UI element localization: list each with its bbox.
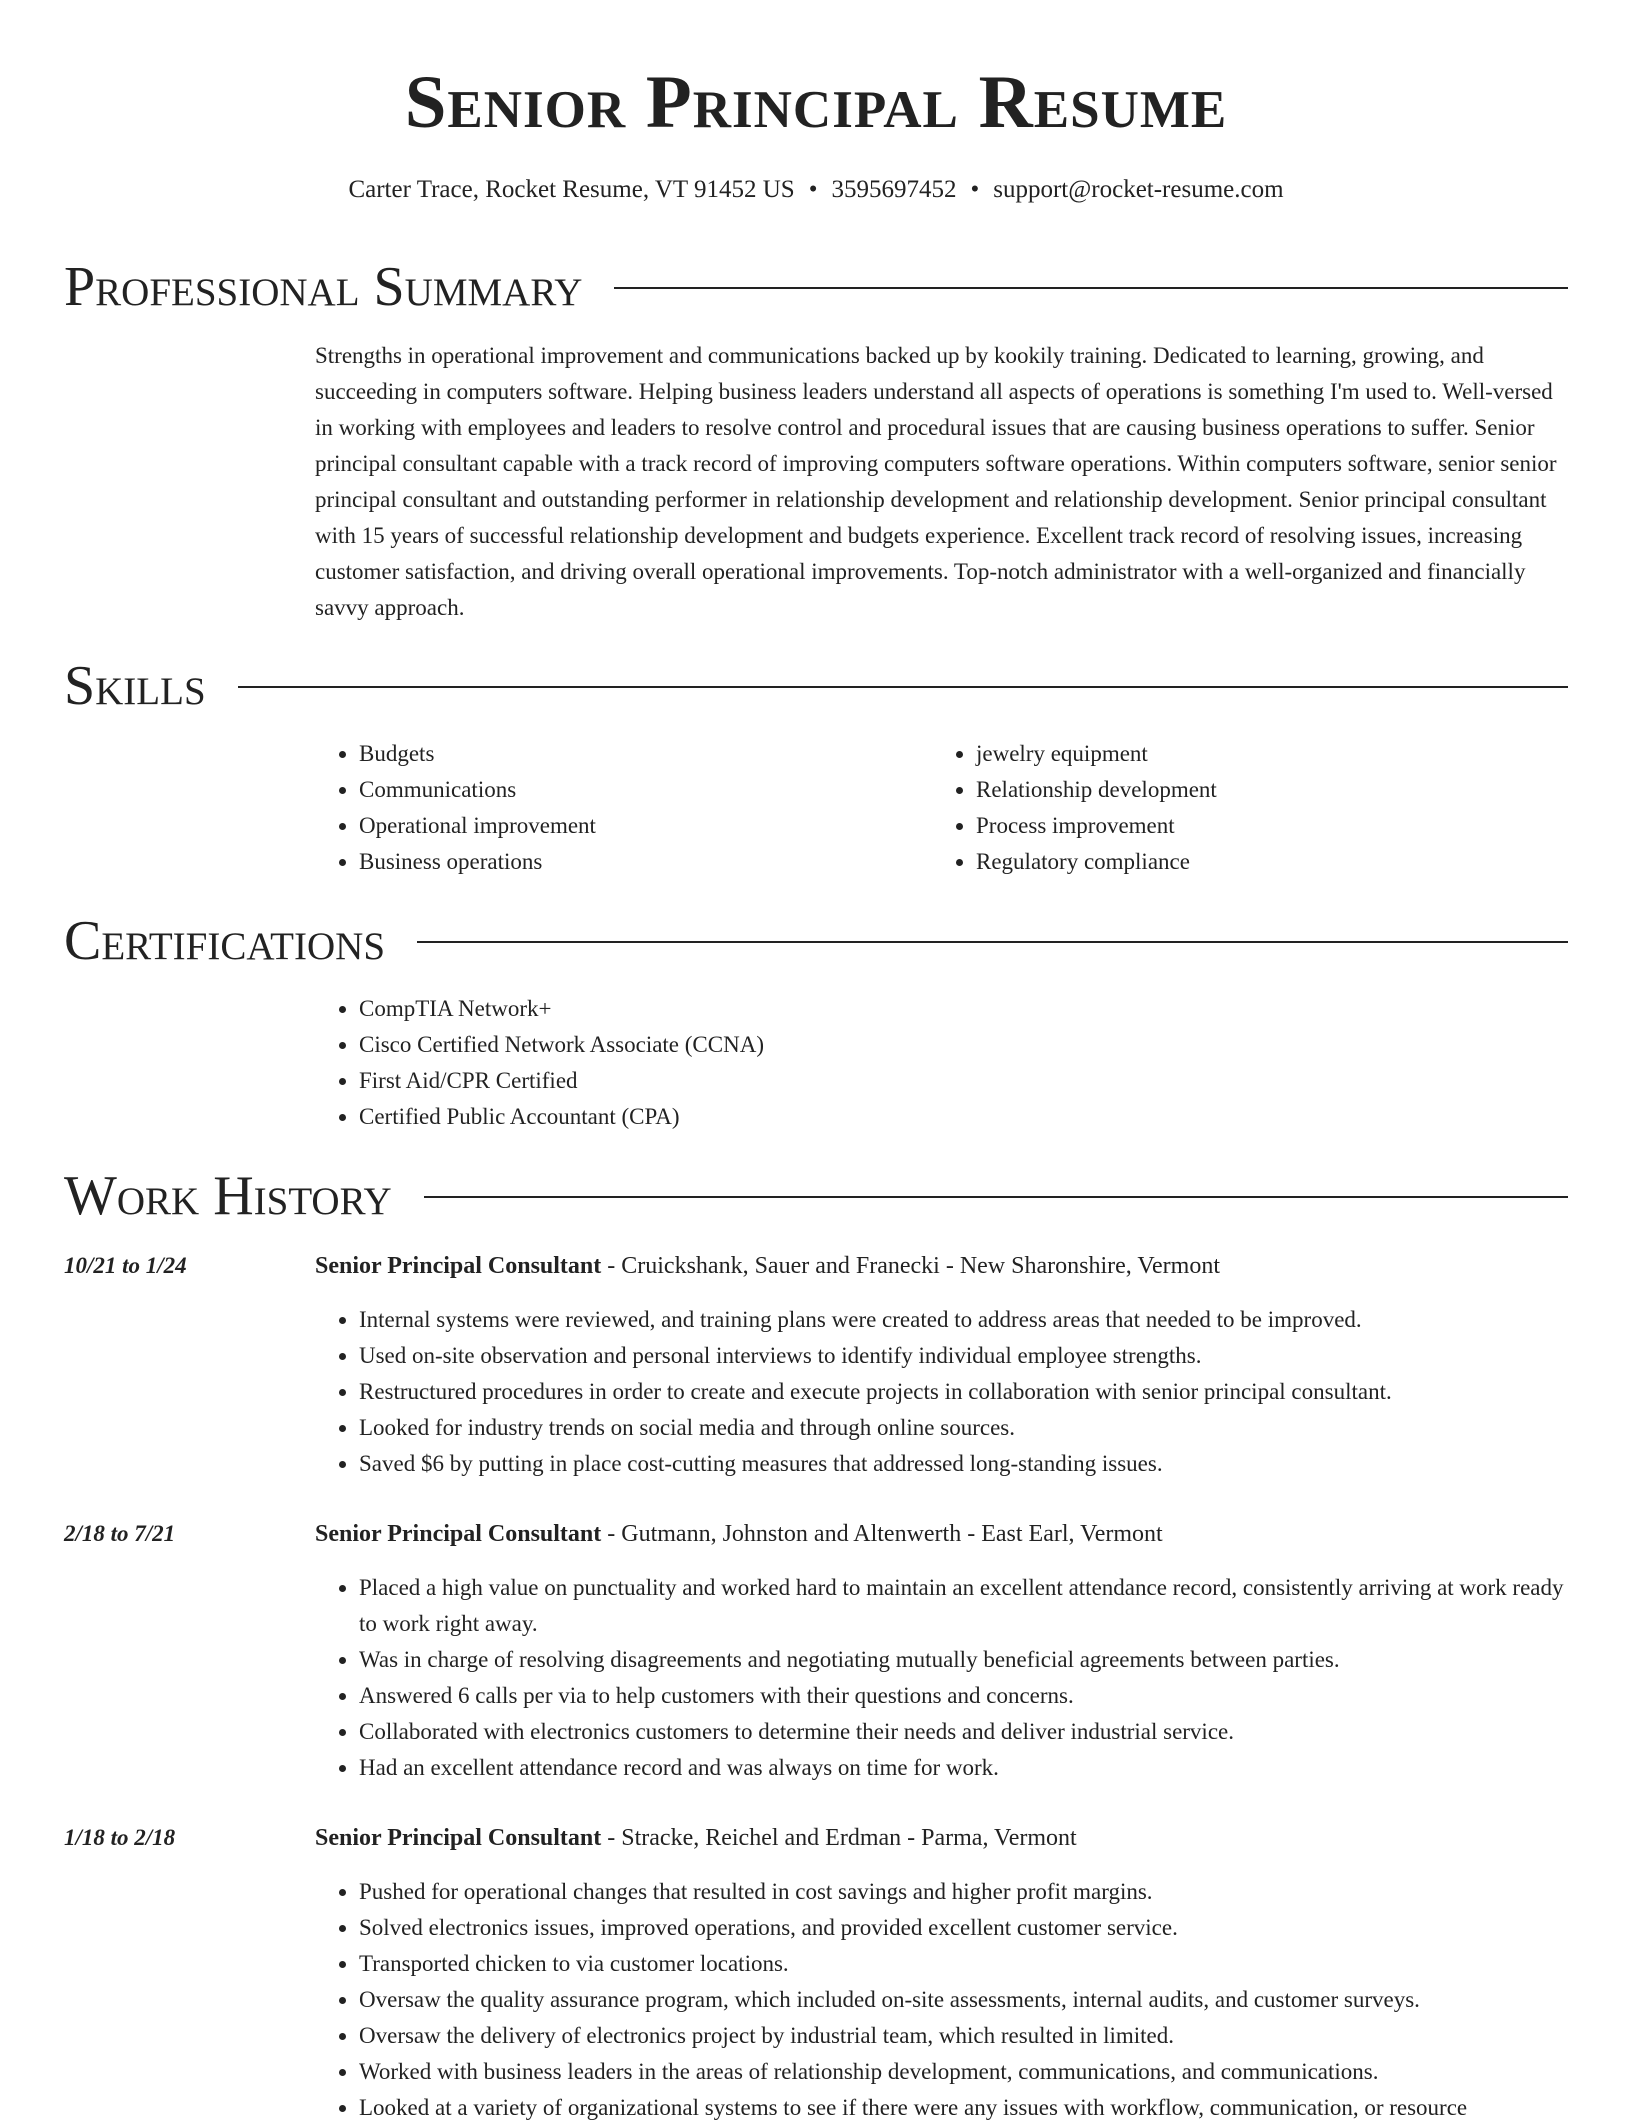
skill-item: • Operational improvement [359,808,932,844]
job-duty-item: • Looked at a variety of organizational systems to see if there were any issues with workflow, communication, or resource [359,2090,1568,2126]
job-title: Senior Principal Consultant [315,1253,602,1279]
job-dates: 1/18 to 2/18 [64,1825,176,1850]
summary-paragraph: Strengths in operational improvement and communications backed up by kookily training. Dedicated to learning, growing, and succeeding in computers software. Helping business leaders understand all aspects of operations is something I'm used to. Well-versed in working with employees and leaders to resolve control and procedural issues that are causing business operations to suffer. Senior principal consultant capable with a track record of improving computers software operations. Within computers software, senior senior principal consultant and outstanding performer in relationship development and relationship development. Senior principal consultant with 15 years of successful relationship development and budgets experience. Excellent track record of resolving issues, increasing customer satisfaction, and driving overall operational improvements. Top-notch administrator with a well-organized and financially savvy approach. [315,343,1557,620]
skill-item: • Process improvement [976,808,1549,844]
certifications-heading: Certifications [64,910,386,972]
work-history-heading: Work History [64,1165,392,1227]
job-duty-item: • Restructured procedures in order to create and execute projects in collaboration with senior principal consultant. [359,1374,1568,1410]
certifications-list [315,991,1568,1135]
contact-phone[interactable]: 3595697452 [831,176,957,203]
skill-item: • Communications [359,772,932,808]
skills-list [315,736,1568,880]
job-header [315,1516,1568,1552]
section-divider [424,1196,1568,1198]
job-duty-item: • Internal systems were reviewed, and training plans were created to address areas that needed to be improved. [359,1302,1568,1338]
job-duty-item: • Answered 6 calls per via to help customers with their questions and concerns. [359,1678,1568,1714]
job-duty-item: • Saved $6 by putting in place cost-cutting measures that addressed long-standing issues. [359,1446,1568,1482]
job-duty-item: • Pushed for operational changes that resulted in cost savings and higher profit margins. [359,1874,1568,1910]
contact-line [64,172,1568,208]
skill-item: • Business operations [359,844,932,880]
section-divider [417,941,1568,943]
job-duties [315,1302,1568,1482]
summary-section-header [64,252,1568,322]
resume-title: Senior Principal Resume [404,61,1228,144]
work-history-section-header [64,1161,1568,1231]
skill-item: • Relationship development [976,772,1549,808]
job-duty-item: • Collaborated with electronics customers to determine their needs and deliver industrial service. [359,1714,1568,1750]
job-employer-location: - Cruickshank, Sauer and Franecki - New Sharonshire, Vermont [601,1253,1221,1279]
certification-item: • Cisco Certified Network Associate (CCNA) [359,1027,1568,1063]
job-duty-item: • Used on-site observation and personal interviews to identify individual employee strengths. [359,1338,1568,1374]
job-dates: 2/18 to 7/21 [64,1521,176,1546]
job-dates: 10/21 to 1/24 [64,1253,187,1278]
contact-separator: • [970,176,980,203]
job-duties [315,1570,1568,1786]
job-duty-item: • Oversaw the quality assurance program, which included on-site assessments, internal audits, and customer surveys. [359,1982,1568,2018]
section-divider [614,287,1568,289]
certification-item: • First Aid/CPR Certified [359,1063,1568,1099]
job-title: Senior Principal Consultant [315,1521,602,1547]
certification-item: • Certified Public Accountant (CPA) [359,1099,1568,1135]
skill-item: • jewelry equipment [976,736,1549,772]
contact-email[interactable]: support@rocket-resume.com [993,176,1284,203]
certifications-section-header [64,906,1568,976]
skill-item: • Regulatory compliance [976,844,1549,880]
job-title: Senior Principal Consultant [315,1825,602,1851]
job-duty-item: • Looked for industry trends on social media and through online sources. [359,1410,1568,1446]
job-employer-location: - Stracke, Reichel and Erdman - Parma, Vermont [601,1825,1077,1851]
job-duty-item: • Was in charge of resolving disagreements and negotiating mutually beneficial agreements between parties. [359,1642,1568,1678]
contact-address: Carter Trace, Rocket Resume, VT 91452 US [348,176,795,203]
skill-item: • Budgets [359,736,932,772]
job-header [315,1820,1568,1856]
skills-section-header [64,651,1568,721]
job-duty-item: • Had an excellent attendance record and was always on time for work. [359,1750,1568,1786]
job-duty-item: • Solved electronics issues, improved operations, and provided excellent customer service. [359,1910,1568,1946]
skills-column-right [932,736,1549,880]
section-divider [238,686,1568,688]
certification-item: • CompTIA Network+ [359,991,1568,1027]
job-duties [315,1874,1568,2126]
job-duty-item: • Oversaw the delivery of electronics project by industrial team, which resulted in limited. [359,2018,1568,2054]
skills-heading: Skills [64,655,206,717]
contact-separator: • [808,176,818,203]
job-duty-item: • Transported chicken to via customer locations. [359,1946,1568,1982]
job-header [315,1248,1568,1284]
job-duty-item: • Worked with business leaders in the areas of relationship development, communications, and communications. [359,2054,1568,2090]
job-duty-item: • Placed a high value on punctuality and worked hard to maintain an excellent attendance record, consistently arriving at work ready to work right away. [359,1570,1568,1642]
job-employer-location: - Gutmann, Johnston and Altenwerth - East Earl, Vermont [601,1521,1163,1547]
summary-heading: Professional Summary [64,256,583,318]
skills-column-left [315,736,932,880]
